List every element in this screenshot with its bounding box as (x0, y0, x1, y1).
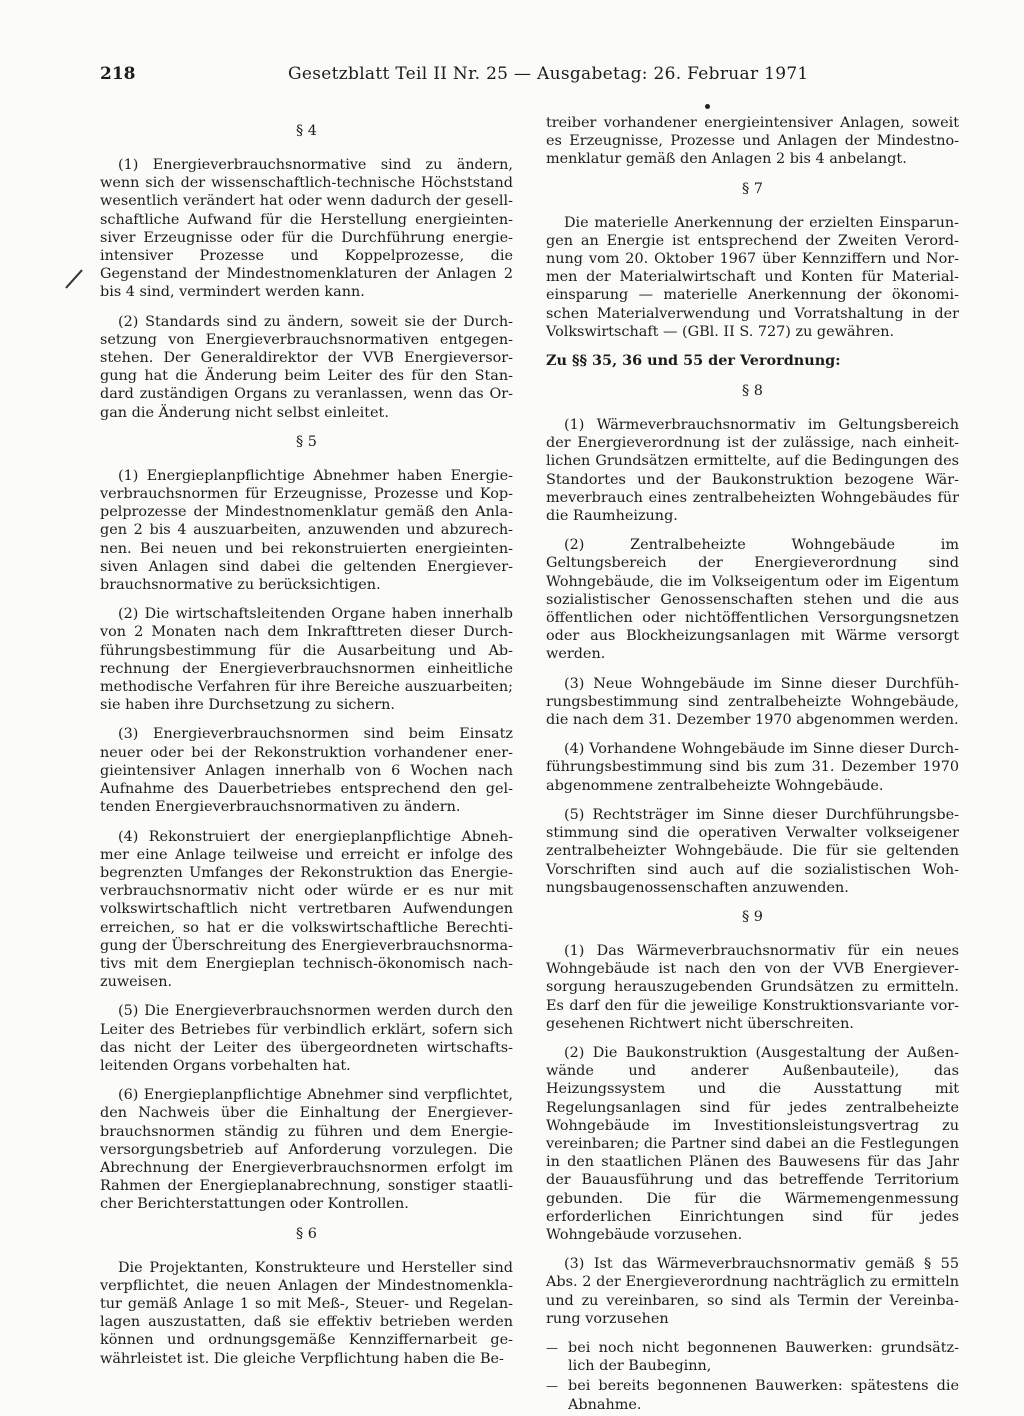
left-column (100, 114, 513, 1379)
paragraph-4-1: (1) Energieverbrauchsnormative sind zu ändern, wenn sich der wissenschaftlich-technische Höchststand wesentlich verändert hat oder wenn dadurch der gesellschaftliche Aufwand für die Herstellung energieintensiver Erzeugnisse oder für die Durchführung energieintensiver Prozesse und Koppelprozesse, die Gegenstand der Mindestnomenklaturen der Anlagen 2 bis 4 sind, vermindert werden kann. (100, 157, 513, 301)
paragraph-8-1: (1) Wärmeverbrauchsnormativ im Geltungsbereich der Energieverordnung ist der zulässige, nach einheitlichen Grundsätzen ermittelte, auf die Bedingungen des Standortes und der Baukonstruktion bezogene Wärmeverbrauch eines zentralbeheizten Wohngebäudes für die Raumheizung. (546, 417, 959, 525)
section-heading-5: § 5 (296, 433, 317, 450)
section-heading-6: § 6 (296, 1225, 317, 1242)
paragraph-9-2: (2) Die Baukonstruktion (Ausgestaltung der Außenwände und anderer Außenbauteile), das Heizungssystem und die Ausstattung mit Regelungsanlagen sind für jedes zentralbeheizte Wohngebäude im Investitionsleistungsvertrag zu vereinbaren; die Partner sind dabei an die Festlegungen in den staatlichen Plänen des Bauwesens für das Jahr der Bauausführung und das betreffende Territorium gebunden. Die für die Wärmemengenmessung erforderlichen Einrichtungen sind für jedes Wohngebäude vorzusehen. (546, 1044, 959, 1243)
section-heading-7: § 7 (742, 180, 763, 197)
paragraph-5-6: (6) Energieplanpflichtige Abnehmer sind verpflichtet, den Nachweis über die Einhaltung der Energieverbrauchsnormen ständig zu führen und dem Energieversorgungsbetrieb auf Anforderung vorzulegen. Die Abrechnung der Energieverbrauchsnormen erfolgt im Rahmen der Energieplanabrechnung, sonstiger staatlicher Berichterstattungen oder Kontrollen. (100, 1087, 513, 1213)
paragraph-7-1: Die materielle Anerkennung der erzielten Einsparungen an Energie ist entsprechend der Zweiten Verordnung vom 20. Oktober 1967 über Kennziffern und Normen der Materialwirtschaft und Konten für Materialeinsparung — materielle Anerkennung der ökonomischen Materialverwendung und Vorratshaltung in der Volkswirtschaft — (GBl. II S. 727) zu gewähren. (546, 214, 959, 340)
paragraph-9-1: (1) Das Wärmeverbrauchsnormativ für ein neues Wohngebäude ist nach den von der VVB Energieversorgung herauszugebenden Grundsätzen zu ermitteln. Es darf den für die jeweilige Konstruktionsvariante vorgesehenen Richtwert nicht überschreiten. (546, 942, 959, 1032)
section-heading-4: § 4 (296, 123, 317, 139)
regulation-subheading: Zu §§ 35, 36 und 55 der Verordnung: (546, 352, 841, 370)
paragraph-8-3: (3) Neue Wohngebäude im Sinne dieser Durchführungsbestimmung sind zentralbeheizte Wohngebäude, die nach dem 31. Dezember 1970 abgenommen werden. (546, 675, 959, 729)
paragraph-6-continued: treiber vorhandener energieintensiver Anlagen, soweit es Erzeugnisse, Prozesse und Anlagen der Mindestnomenklatur gemäß den Anlagen 2 bis 4 anbelangt. (546, 115, 959, 168)
margin-pen-mark (65, 269, 83, 288)
paragraph-9-3: (3) Ist das Wärmeverbrauchsnormativ gemäß § 55 Abs. 2 der Energieverordnung nachträglich zu ermitteln und zu vereinbaren, so sind als Termin der Vereinbarung vorzusehen (546, 1256, 959, 1327)
paragraph-5-5: (5) Die Energieverbrauchsnormen werden durch den Leiter des Betriebes für verbindlich erklärt, sofern sich das nicht der Leiter des übergeordneten wirtschaftsleitenden Organs vorbehalten hat. (100, 1003, 513, 1074)
paragraph-5-2: (2) Die wirtschaftsleitenden Organe haben innerhalb von 2 Monaten nach dem Inkrafttreten dieser Durchführungsbestimmung für die Ausarbeitung und Abrechnung der Energieverbrauchsnormen einheitliche methodische Verfahren für ihre Bereiche auszuarbeiten; sie haben ihre Durchsetzung zu sichern. (100, 606, 513, 714)
right-column (546, 114, 959, 1416)
paragraph-6-1: Die Projektanten, Konstrukteure und Hersteller sind verpflichtet, die neuen Anlagen der Mindestnomenklatur gemäß Anlage 1 so mit Meß-, Steuer- und Regelanlagen auszustatten, daß sie effektiv betrieben werden können und ordnungsgemäße Kennziffernarbeit gewährleistet ist. Die gleiche Verpflichtung haben die Be- (100, 1259, 513, 1367)
paragraph-5-4: (4) Rekonstruiert der energieplanpflichtige Abnehmer eine Anlage teilweise und erreicht er infolge des begrenzten Umfanges der Rekonstruktion das Energieverbrauchsnormativ nicht oder würde er es nur mit volkswirtschaftlich nicht vertretbaren Aufwendungen erreichen, so hat er die volkswirtschaftliche Berechtigung der Überschreitung des Energieverbrauchsnormativs mit dem Energieplan technisch-ökonomisch nachzuweisen. (100, 828, 513, 991)
paragraph-8-2: (2) Zentralbeheizte Wohngebäude im Geltungsbereich der Energieverordnung sind Wohngebäude, die im Volkseigentum oder im Eigentum sozialistischer Genossenschaften stehen und die aus öffentlichen oder nichtöffentlichen Versorgungsnetzen oder aus Blockheizungsanlagen mit Wärme versorgt werden. (546, 537, 959, 663)
paragraph-8-5: (5) Rechtsträger im Sinne dieser Durchführungsbestimmung sind die operativen Verwalter volkseigener zentralbeheizter Wohngebäude. Die für sie geltenden Vorschriften sind auch auf die sozialistischen Wohnungsbaugenossenschaften anzuwenden. (546, 806, 959, 896)
page-header (100, 64, 968, 90)
list-item: — bei noch nicht begonnenen Bauwerken: grundsätzlich der Baubeginn, (546, 1339, 959, 1375)
paragraph-4-2: (2) Standards sind zu ändern, soweit sie der Durchsetzung von Energieverbrauchsnormativen entgegenstehen. Der Generaldirektor der VVB Energieversorgung hat die Änderung beim Leiter des für den Standard zuständigen Organs zu veranlassen, wenn das Organ die Änderung nicht selbst einleitet. (100, 313, 513, 421)
ink-dot (705, 104, 710, 109)
section-heading-8: § 8 (742, 383, 763, 400)
gazette-title: Gesetzblatt Teil II Nr. 25 — Ausgabetag: 26. Februar 1971 (288, 64, 809, 84)
paragraph-5-3: (3) Energieverbrauchsnormen sind beim Einsatz neuer oder bei der Rekonstruktion vorhandener energieintensiver Anlagen innerhalb von 6 Wochen nach Aufnahme des Dauerbetriebes entsprechend den geltenden Energieverbrauchsnormativen zu ändern. (100, 726, 513, 816)
paragraph-8-4: (4) Vorhandene Wohngebäude im Sinne dieser Durchführungsbestimmung sind bis zum 31. Dezember 1970 abgenommene zentralbeheizte Wohngebäude. (546, 741, 959, 794)
paragraph-5-1: (1) Energieplanpflichtige Abnehmer haben Energieverbrauchsnormen für Erzeugnisse, Prozesse und Koppelprozesse der Mindestnomenklatur gemäß den Anlagen 2 bis 4 auszuarbeiten, anzuwenden und abzurechnen. Bei neuen und bei rekonstruierten energieintensiven Anlagen sind dabei die geltenden Energieverbrauchsnormative zu berücksichtigen. (100, 467, 513, 594)
deadline-list (546, 1339, 959, 1414)
page-number: 218 (100, 64, 136, 84)
list-item: — bei bereits begonnenen Bauwerken: spätestens die Abnahme. (546, 1377, 959, 1413)
section-heading-9: § 9 (742, 908, 763, 925)
